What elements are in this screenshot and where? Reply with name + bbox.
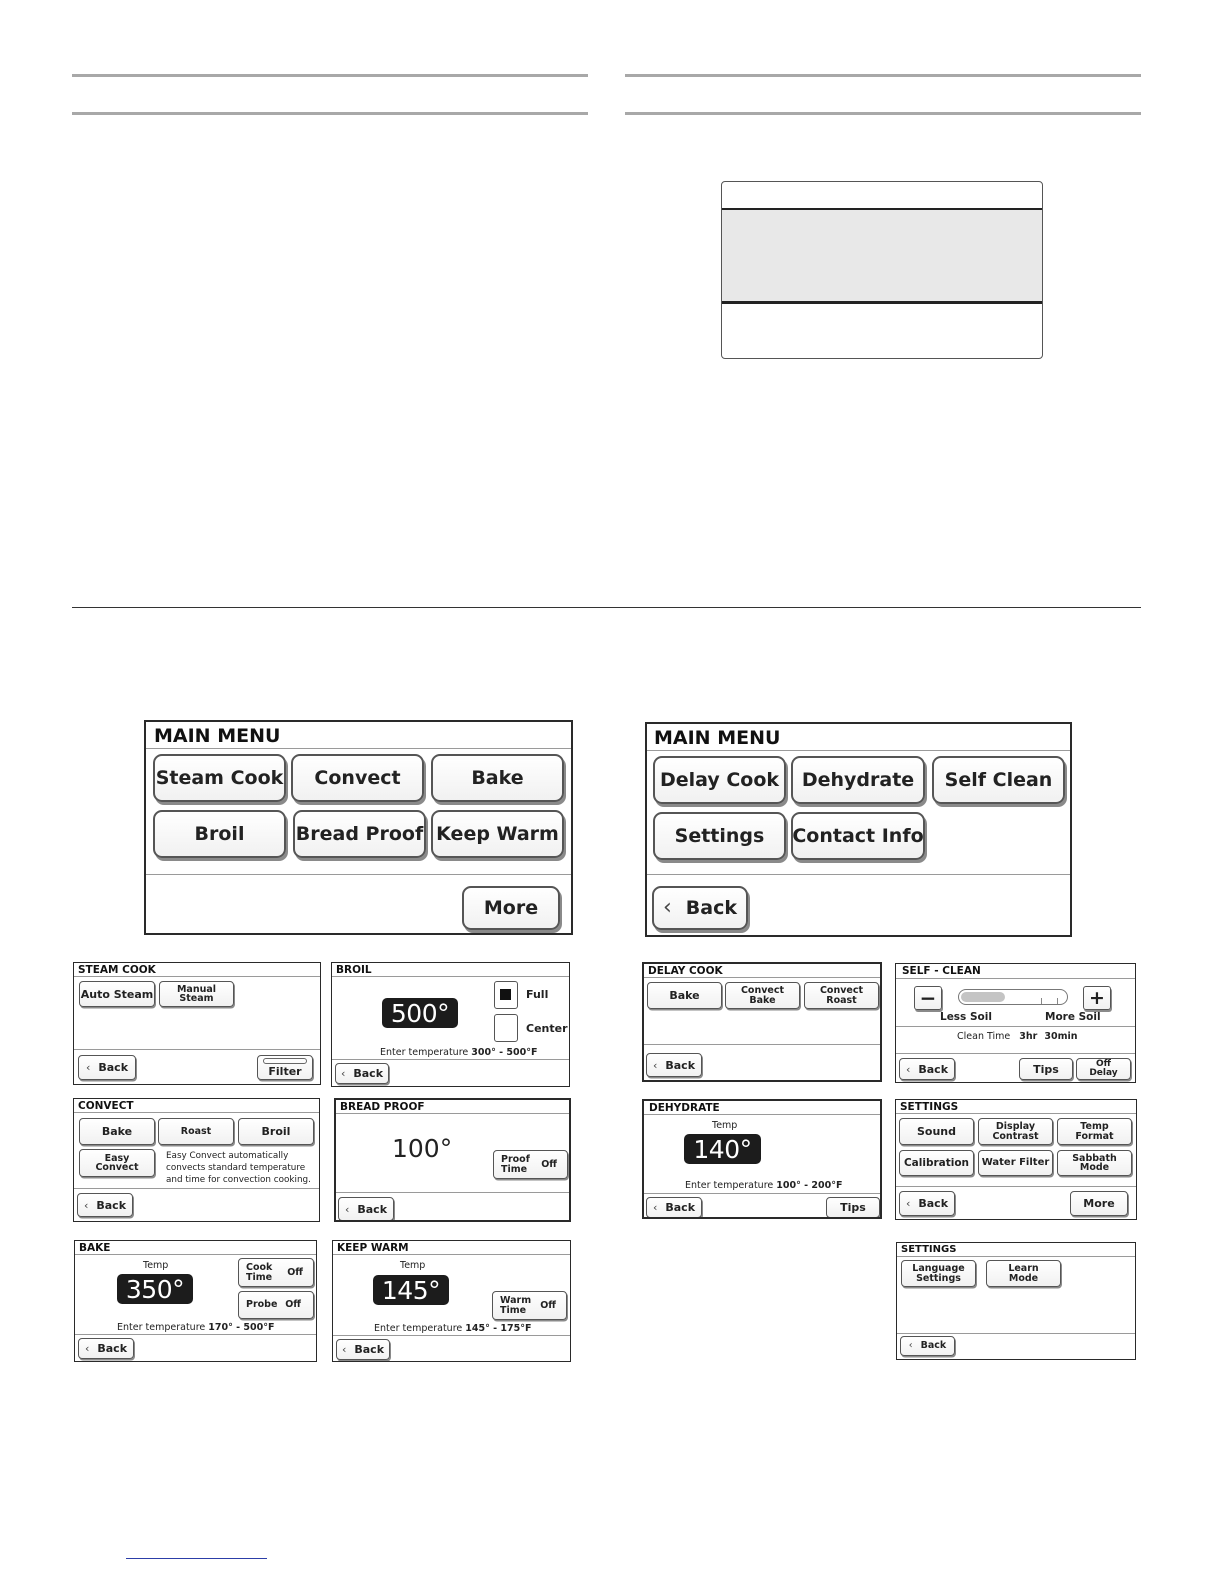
temperature-display[interactable]: 145° [373,1275,449,1305]
bake-button[interactable]: Bake [647,982,722,1009]
temperature-range: Enter temperature 300° - 500°F [380,1047,538,1058]
back-button[interactable]: ‹ Back [336,1339,390,1360]
delay-cook-panel [642,962,882,1082]
center-label: Center [526,1022,568,1035]
panel-title: DELAY COOK [648,965,723,977]
chevron-left-icon: ‹ [83,1198,89,1212]
back-button[interactable]: ‹ Back [899,1058,955,1080]
convect-roast-button[interactable]: Convect Roast [804,982,879,1009]
learn-mode-button[interactable]: Learn Mode [986,1260,1061,1287]
panel-title: MAIN MENU [654,727,781,749]
display-contrast-button[interactable]: Display Contrast [978,1118,1053,1145]
right-header-rule-bottom [625,112,1141,115]
temperature-display[interactable]: 500° [382,998,458,1028]
broil-button[interactable]: Broil [153,810,286,858]
chevron-left-icon: ‹ [84,1342,90,1355]
display-top-band [722,182,1042,210]
chevron-left-icon: ‹ [905,1062,911,1076]
convect-button[interactable]: Convect [291,754,424,802]
section-divider [72,607,1141,608]
panel-title: SETTINGS [901,1244,957,1255]
display-illustration [721,181,1043,359]
less-soil-label: Less Soil [940,1011,992,1023]
proof-time-button[interactable]: Proof Time Off [493,1150,568,1179]
bread-proof-panel [334,1098,571,1222]
panel-title: SELF - CLEAN [902,965,981,977]
calibration-button[interactable]: Calibration [899,1150,974,1176]
filter-button[interactable]: Filter [257,1055,313,1080]
more-button[interactable]: More [1070,1191,1128,1216]
probe-button[interactable]: Probe Off [238,1291,314,1319]
soil-level-slider[interactable] [958,989,1068,1005]
more-button[interactable]: More [462,886,560,930]
center-checkbox[interactable] [494,1014,518,1042]
broil-panel [331,962,570,1087]
bake-panel [74,1240,317,1362]
panel-title: CONVECT [78,1100,134,1112]
panel-title: STEAM COOK [78,964,156,976]
panel-title: DEHYDRATE [649,1102,720,1114]
temperature-display[interactable]: 350° [117,1274,193,1304]
temperature-display[interactable]: 140° [684,1134,761,1164]
back-button[interactable]: ‹ Back [646,1053,702,1077]
keep-warm-panel [332,1240,571,1362]
back-button[interactable]: ‹ Back [646,1197,702,1218]
water-filter-button[interactable]: Water Filter [978,1150,1053,1176]
left-header-rule-bottom [72,112,588,115]
self-clean-button[interactable]: Self Clean [932,756,1065,804]
temperature-range: Enter temperature 100° - 200°F [685,1180,843,1191]
panel-title: BAKE [79,1242,111,1254]
roast-button[interactable]: Roast [158,1118,234,1145]
clean-time-readout: Clean Time 3hr 30min [957,1031,1078,1042]
panel-title: BREAD PROOF [340,1101,425,1113]
bake-button[interactable]: Bake [431,754,564,802]
easy-convect-button[interactable]: Easy Convect [79,1149,155,1177]
display-middle-band [722,210,1042,304]
back-button[interactable]: ‹ Back [335,1063,389,1084]
sound-button[interactable]: Sound [899,1118,974,1145]
temp-label: Temp [712,1120,738,1131]
chevron-left-icon: ‹ [905,1197,911,1210]
back-button[interactable]: ‹ Back [338,1197,394,1221]
warm-time-button[interactable]: Warm Time Off [492,1291,567,1320]
back-button[interactable]: ‹ Back [652,886,748,930]
tips-button[interactable]: Tips [1019,1058,1073,1080]
back-button[interactable]: ‹ Back [77,1193,133,1217]
dehydrate-button[interactable]: Dehydrate [791,756,925,804]
cook-time-button[interactable]: Cook Time Off [238,1258,314,1287]
main-menu-panel-2 [645,722,1072,937]
minus-button[interactable] [914,986,942,1010]
sabbath-mode-button[interactable]: Sabbath Mode [1057,1150,1132,1176]
back-button[interactable]: ‹ Back [78,1338,134,1359]
off-delay-button[interactable]: Off Delay [1076,1058,1131,1080]
settings-panel-2 [896,1242,1136,1360]
back-button[interactable]: ‹ Back [899,1191,955,1216]
left-header-rule-top [72,74,588,77]
chevron-left-icon: ‹ [85,1061,91,1074]
chevron-left-icon: ‹ [652,1201,658,1214]
panel-title: BROIL [336,964,372,976]
chevron-left-icon: ‹ [908,1340,913,1352]
right-header-rule-top [625,74,1141,77]
temperature-range: Enter temperature 145° - 175°F [374,1323,532,1334]
easy-convect-description: Easy Convect automatically convects standard temperature and time for convection cooking. [166,1151,311,1185]
steam-cook-panel [73,962,321,1085]
panel-title: MAIN MENU [154,725,281,747]
broil-button[interactable]: Broil [238,1118,314,1145]
full-checkbox[interactable] [494,981,518,1009]
bread-proof-button[interactable]: Bread Proof [293,810,426,858]
self-clean-panel [895,963,1136,1083]
settings-button[interactable]: Settings [653,812,786,860]
temp-label: Temp [400,1260,426,1271]
chevron-left-icon: ‹ [341,1343,347,1356]
main-menu-panel-1 [144,720,573,935]
contact-info-button[interactable]: Contact Info [791,812,925,860]
dehydrate-panel [642,1099,882,1219]
steam-cook-button[interactable]: Steam Cook [153,754,286,802]
bake-button[interactable]: Bake [79,1118,155,1145]
checked-indicator [500,989,511,1000]
convect-bake-button[interactable]: Convect Bake [725,982,800,1009]
chevron-left-icon: ‹ [340,1067,346,1080]
temperature-value[interactable]: 100° [392,1134,453,1163]
chevron-left-icon: ‹ [344,1202,350,1216]
slider-fill [961,992,1005,1002]
plus-icon: + [1089,986,1105,1009]
plus-button[interactable] [1083,986,1111,1010]
panel-title: SETTINGS [900,1101,959,1113]
footer-link-underline [126,1558,267,1559]
temp-label: Temp [143,1260,169,1271]
filter-icon [263,1058,307,1064]
manual-steam-button[interactable]: Manual Steam [159,981,234,1007]
full-label: Full [526,988,549,1001]
temp-format-button[interactable]: Temp Format [1057,1118,1132,1145]
auto-steam-button[interactable]: Auto Steam [79,981,155,1007]
panel-title: KEEP WARM [337,1242,409,1254]
delay-cook-button[interactable]: Delay Cook [653,756,786,804]
back-button[interactable]: ‹ Back [78,1055,136,1080]
temperature-range: Enter temperature 170° - 500°F [117,1322,275,1333]
keep-warm-button[interactable]: Keep Warm [431,810,564,858]
back-button[interactable]: ‹ Back [900,1336,955,1356]
chevron-left-icon: ‹ [652,1058,658,1072]
language-settings-button[interactable]: Language Settings [901,1260,976,1287]
convect-panel [73,1098,320,1222]
more-soil-label: More Soil [1045,1011,1101,1023]
tips-button[interactable]: Tips [826,1197,880,1218]
settings-panel-1 [895,1099,1137,1220]
minus-icon: − [919,986,937,1010]
chevron-left-icon: ‹ [662,895,672,920]
